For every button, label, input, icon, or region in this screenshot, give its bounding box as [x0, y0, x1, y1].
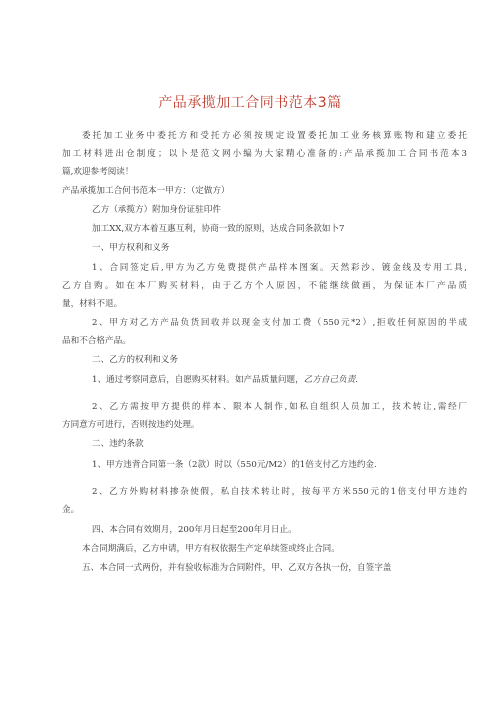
preamble-line: 加工XX,双方本着互惠互利，协商一致的原则，达成合同条款如卜7 [92, 224, 345, 234]
clause-3-1-text: 1、甲方违背合同第一条（2款）时以（550元/M2）的1倍支付乙方违约金. [92, 460, 377, 470]
section-1-heading: 一、甲方权利和义务 [92, 243, 170, 253]
intro-line-2: 加工材料进出仓制度；以卜是范文网小编为大家精心准备的:产品承揽加工合同书范本3 [62, 149, 467, 159]
clause-1-2-line-2: 品和不合格产品。 [62, 336, 131, 346]
clause-2-1-text [92, 374, 358, 386]
section-4-text: 四、本合同有效期月，200年月日起至200年月日止。 [92, 525, 297, 535]
contract-heading: 产品承揽加工合何书范本一甲方：（定做方） [62, 186, 230, 196]
clause-2-1-main: 1、通过考察同意后，自愿购买材料。如产品质量问题， [92, 375, 304, 385]
section-2-heading: 二、乙方的权利和义务 [92, 355, 178, 365]
section-5-text: 五、本合同一式两份，并有验收标准为合同附件，甲、乙双方各执一份，自签字盖 [82, 563, 392, 573]
renewal-text: 本合同期满后，乙方申请，甲方有权依据生产定单续签或终止合同。 [82, 544, 340, 554]
clause-2-2-line-1: 2、乙方需按甲方提供的样本、限本人制作,如私自组织人员加工，技术转让,需经厂 [92, 402, 467, 412]
clause-1-1-line-3: 量，材料不退。 [62, 299, 123, 309]
party-b-line: 乙方（承揽方）附加身份证驻印件 [92, 205, 221, 215]
clause-2-2-line-2: 方同意方可进行，否则按违约处理。 [62, 420, 200, 430]
section-3-heading: 二、违约条款 [92, 439, 144, 449]
clause-1-1-line-1: 1、合同签定后,甲方为乙方免费提供产品样本图案。天然彩沙、镀金线及专用工具, [92, 263, 467, 273]
clause-1-2-line-1: 2、甲方对乙方产品负货回收并以现金支付加工费（550元*2）,拒收任何原因的半成 [92, 318, 467, 328]
intro-line-3: 篇,欢迎参考阅读！ [62, 167, 134, 177]
clause-1-1-line-2: 乙方自购。如在本厂购买材料，由于乙方个人原因，不能继续做画，为保证本厂产品质 [62, 281, 467, 291]
intro-line-1: 委托加工业务中委托方和受托方必须按规定设置委托加工业务核算账物和建立委托 [82, 131, 467, 141]
clause-3-2-line-2: 金。 [62, 505, 80, 515]
document-title: 产品承揽加工合同书范本3篇 [158, 95, 342, 111]
clause-3-2-line-1: 2、乙方外购材料掺杂使假，私自技术转让时，按每平方米550元的1倍支付甲方违约 [92, 487, 467, 497]
clause-2-1-italic: 乙方自己负责. [303, 375, 359, 385]
